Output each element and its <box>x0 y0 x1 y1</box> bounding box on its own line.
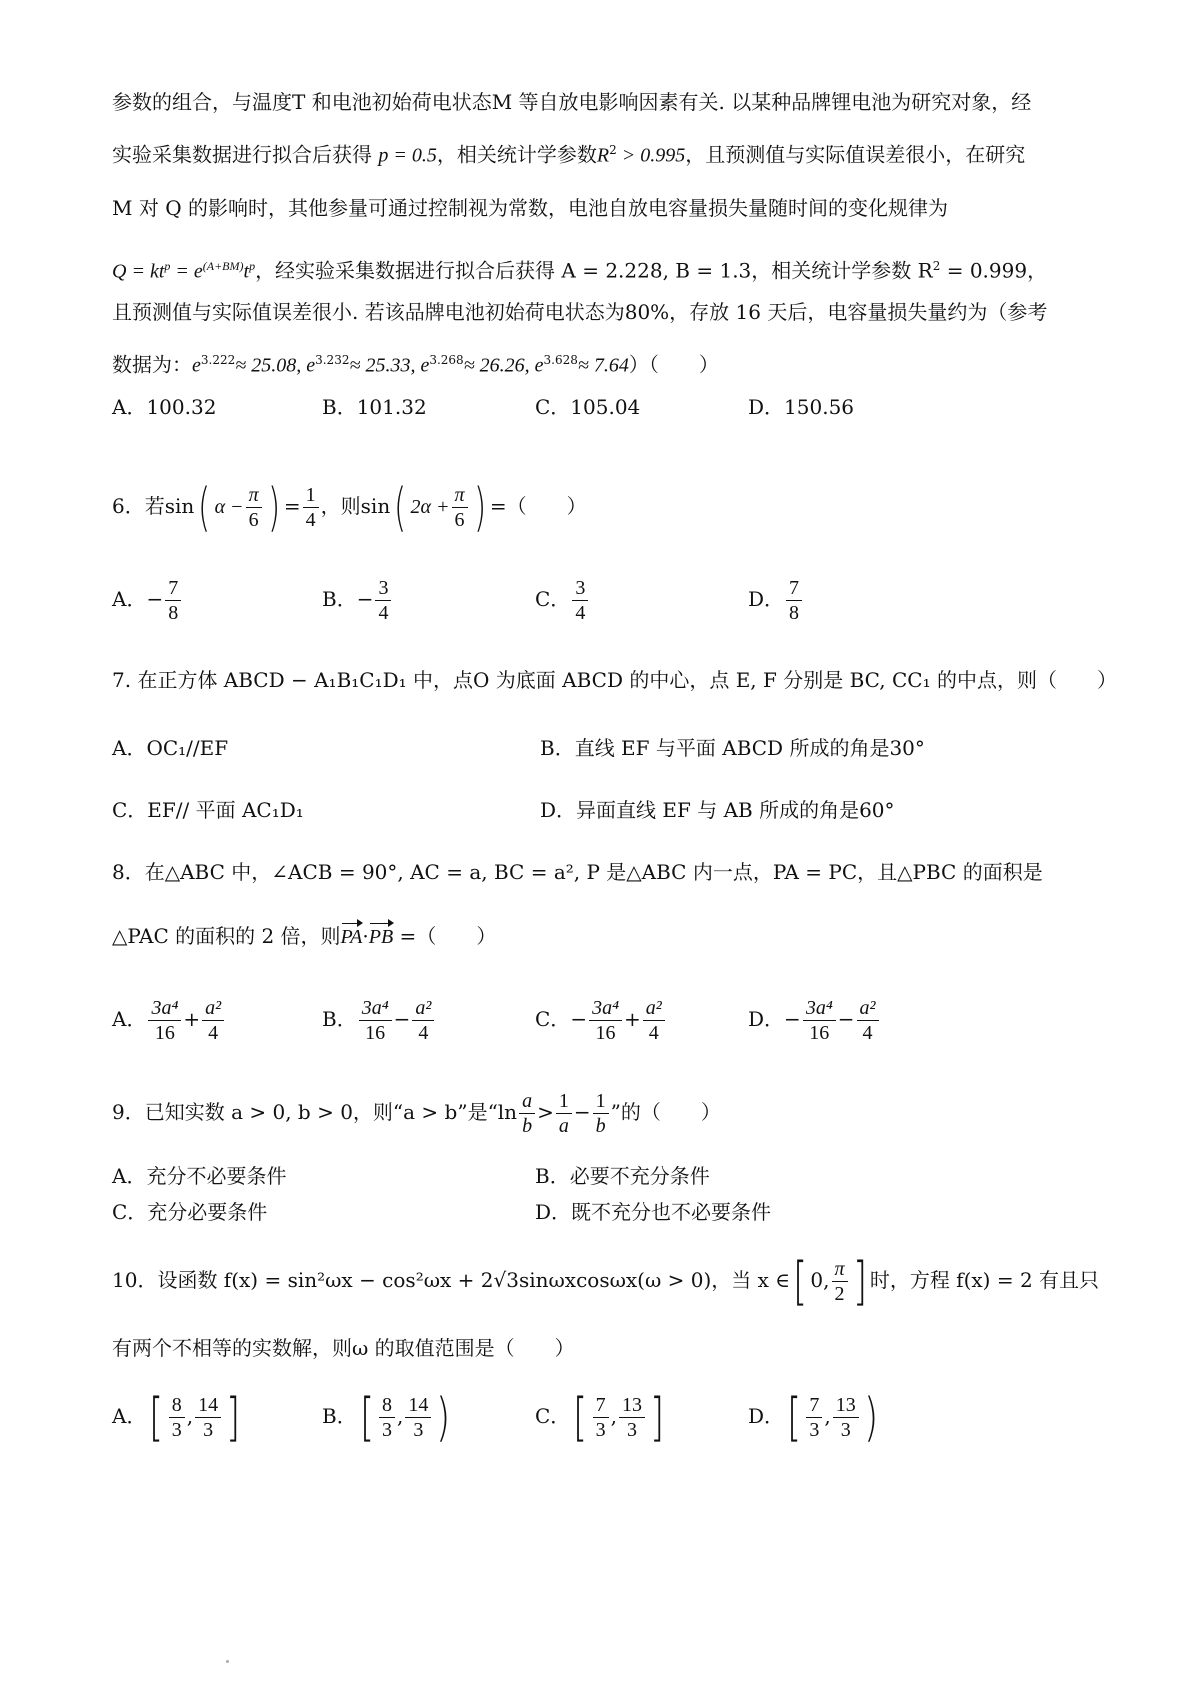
q8-d-frac1 <box>803 996 836 1045</box>
q5-l4g: ，经实验采集数据进行拟合后获得 A = 2.228, B = 1.3，相关统计学参数 R <box>255 258 933 283</box>
q5-l6b: e <box>192 354 201 377</box>
q6-frac14-num: 1 <box>303 483 319 508</box>
q5-l4c: = e <box>170 260 203 283</box>
q5-line-1: 参数的组合，与温度T 和电池初始荷电状态M 等自放电影响因素有关. 以某种品牌锂电池为研究对象，经 <box>112 90 1032 114</box>
q8-b-n1: 3a⁴ <box>359 996 392 1021</box>
q10-c-d2: 3 <box>626 1419 637 1441</box>
q10-c-d1: 3 <box>595 1419 606 1441</box>
q10-frac-pi2 <box>832 1257 848 1306</box>
q5-l2e: 2 <box>609 143 617 157</box>
q9-stem <box>112 1084 1102 1140</box>
q10-b-lb: [ <box>359 1387 374 1448</box>
q5-option-c[interactable]: C．105.04 <box>535 395 641 419</box>
q8-c-sign: − <box>570 1007 588 1031</box>
q10-d-lb: [ <box>787 1387 802 1448</box>
q5-l6i: 3.628 <box>543 353 578 367</box>
q6-paren-close-1: ) <box>267 477 280 538</box>
q5-l4f: p <box>249 259 256 273</box>
q5-option-b[interactable]: B．101.32 <box>322 395 427 419</box>
q10-option-d[interactable]: D．[ $\frac{7}{3}$ , $\frac{13}{3}$ ) <box>748 1387 878 1448</box>
q10-d-rb: ) <box>863 1387 878 1448</box>
q7-option-b[interactable]: B．直线 EF 与平面 ABCD 所成的角是30° <box>540 736 925 760</box>
q8-c-frac1 <box>589 996 622 1045</box>
q6-paren-open-2: ( <box>394 477 407 538</box>
q6-stem-b: α − <box>214 496 244 518</box>
q9-stem-b: ”的（ ） <box>610 1100 721 1124</box>
q10-a-d1: 3 <box>171 1419 182 1441</box>
q6-frac-14 <box>303 483 319 532</box>
q8-vector-pb: PB <box>369 923 393 951</box>
q10-a-lb: [ <box>149 1387 164 1448</box>
q6-option-c[interactable] <box>535 576 590 625</box>
q10-a-rb: ] <box>226 1387 241 1448</box>
q6-c-label: C． <box>535 587 571 611</box>
q5-l6a: 数据为： <box>112 352 192 377</box>
q6-d-num: 7 <box>786 576 802 601</box>
q6-a-sign: − <box>146 587 164 611</box>
q10-d-d2: 3 <box>840 1419 851 1441</box>
q6-frac-pi6-2 <box>452 483 468 532</box>
q7-option-c[interactable]: C．EF// 平面 AC₁D₁ <box>112 798 304 822</box>
q10-d-frac1 <box>806 1393 822 1442</box>
q5-l2f: > 0.995 <box>616 144 686 167</box>
q8-a-op: + <box>183 1007 201 1031</box>
q5-l4e: t <box>243 260 250 283</box>
page-speck <box>226 1660 229 1663</box>
q8-d-n1: 3a⁴ <box>803 996 836 1021</box>
q10-c-n1: 7 <box>593 1393 609 1418</box>
q8-c-frac2 <box>643 996 665 1045</box>
q10-b-d1: 3 <box>382 1419 392 1441</box>
q10-a-frac1 <box>169 1393 185 1442</box>
q5-l2b: p = 0.5 <box>378 144 437 167</box>
q10-b-n2: 14 <box>405 1393 431 1418</box>
q6-frac2-den: 6 <box>454 509 465 531</box>
q6-stem-h: ，则sin <box>320 494 391 518</box>
q6-b-label: B． <box>322 587 357 611</box>
q6-a-frac <box>165 576 181 625</box>
q5-l4h: 2 <box>932 259 941 273</box>
q6-d-frac <box>786 576 802 625</box>
q8-c-label: C． <box>535 1007 571 1031</box>
q10-int-den: 2 <box>834 1283 845 1305</box>
q10-d-n1: 7 <box>806 1393 822 1418</box>
q6-option-a[interactable] <box>112 576 183 625</box>
q6-a-label: A． <box>112 587 147 611</box>
q10-b-d2: 3 <box>413 1419 424 1441</box>
q6-b-num: 3 <box>375 576 391 601</box>
q6-stem-e: = <box>283 494 301 518</box>
q6-frac-pi6-1 <box>246 483 262 532</box>
q10-c-frac1 <box>593 1393 609 1442</box>
q8-a-d1: 16 <box>154 1022 175 1044</box>
q5-l6c: 3.222 <box>200 353 236 367</box>
q10-a-label: A． <box>112 1404 147 1428</box>
q6-stem-a: 6．若sin <box>112 494 195 518</box>
q5-line-5: 且预测值与实际值误差很小. 若该品牌电池初始荷电状态为80%，存放 16 天后，电容量损失量约为（参考 <box>112 300 1048 324</box>
q8-c-n1: 3a⁴ <box>589 996 622 1021</box>
q6-b-sign: − <box>356 587 374 611</box>
q10-option-b[interactable]: B．[ $\frac{8}{3}$ , $\frac{14}{3}$ ) <box>322 1387 451 1448</box>
q10-option-a[interactable]: A．[ $\frac{8}{3}$ , $\frac{14}{3}$ ] <box>112 1387 241 1448</box>
q8-l2b: =（ ） <box>393 924 497 948</box>
q8-a-n2: a² <box>202 996 224 1021</box>
q10-d-n2: 13 <box>833 1393 859 1418</box>
q6-frac-num: π <box>246 483 262 508</box>
q5-l6j: ≈ 7.64 <box>577 354 629 377</box>
q8-b-frac1 <box>359 996 392 1045</box>
q10-c-n2: 13 <box>619 1393 645 1418</box>
q8-c-op: + <box>624 1007 641 1031</box>
q10-c-label: C． <box>535 1404 571 1428</box>
q8-a-frac1 <box>148 996 181 1045</box>
q10-a-d2: 3 <box>203 1419 214 1441</box>
q8-b-d1: 16 <box>365 1022 386 1044</box>
q5-line-3: M 对 Q 的影响时，其他参量可通过控制视为常数，电池自放电容量损失量随时间的变化规律为 <box>112 196 948 220</box>
q8-option-c[interactable] <box>535 996 667 1045</box>
q10-b-n1: 8 <box>379 1393 395 1418</box>
q10-b-frac2 <box>405 1393 431 1442</box>
q9-minus: − <box>573 1100 591 1124</box>
q8-d-d2: 4 <box>862 1022 873 1044</box>
q8-a-d2: 4 <box>208 1022 219 1044</box>
q6-paren-open-1: ( <box>198 477 211 538</box>
q8-b-frac2 <box>412 996 434 1045</box>
q8-b-n2: a² <box>412 996 434 1021</box>
q10-a-frac2 <box>195 1393 221 1442</box>
q10-int-a: 0, <box>810 1268 830 1292</box>
q6-stem-l: =（ ） <box>489 494 587 518</box>
q9-frac-ab <box>519 1089 535 1138</box>
q10-b-rb: ) <box>436 1387 451 1448</box>
q6-paren-close-2: ) <box>473 477 486 538</box>
q6-c-num: 3 <box>572 576 588 601</box>
q10-line-1 <box>112 1251 1102 1312</box>
q5-l6k: ）（ ） <box>628 352 719 377</box>
q9-option-c[interactable]: C．充分必要条件 <box>112 1200 268 1224</box>
q6-d-label: D． <box>748 587 785 611</box>
q5-l2a: 实验采集数据进行拟合后获得 <box>112 142 379 167</box>
q5-line-2 <box>112 136 1102 170</box>
q10-a-n1: 8 <box>169 1393 185 1418</box>
q5-l2d: R <box>596 144 610 167</box>
q6-stem-i: 2α + <box>410 496 450 518</box>
q10-d-label: D． <box>748 1404 785 1428</box>
q8-b-d2: 4 <box>418 1022 429 1044</box>
q8-d-label: D． <box>748 1007 785 1031</box>
q10-int-num: π <box>832 1257 848 1282</box>
q5-l6h: ≈ 26.26, e <box>463 354 544 377</box>
q9-frac-1b <box>593 1089 609 1138</box>
q10-line-2: 有两个不相等的实数解，则ω 的取值范围是（ ） <box>112 1336 575 1360</box>
q9-fb-num: 1 <box>556 1089 572 1114</box>
q8-a-n1: 3a⁴ <box>148 996 181 1021</box>
q8-c-d2: 4 <box>648 1022 659 1044</box>
q10-b-label: B． <box>322 1404 357 1428</box>
q10-bracket-open: [ <box>793 1251 808 1312</box>
q6-c-frac <box>572 576 588 625</box>
q5-option-a[interactable]: A．100.32 <box>112 395 217 419</box>
q6-a-den: 8 <box>168 602 179 624</box>
q7-option-a[interactable]: A．OC₁//EF <box>112 736 229 760</box>
q5-l6e: 3.232 <box>315 353 350 367</box>
q5-l2c: ，相关统计学参数 <box>436 142 597 167</box>
q9-stem-a: 9．已知实数 a > 0, b > 0，则“a > b”是“ln <box>112 1100 518 1124</box>
q5-l2g: ，且预测值与实际值误差很小，在研究 <box>685 142 1026 167</box>
q6-option-b[interactable] <box>322 576 393 625</box>
q6-b-den: 4 <box>378 602 389 624</box>
q7-option-d[interactable]: D．异面直线 EF 与 AB 所成的角是60° <box>540 798 895 822</box>
q10-b-frac1 <box>379 1393 395 1442</box>
q8-c-n2: a² <box>643 996 665 1021</box>
q8-c-d1: 16 <box>595 1022 616 1044</box>
q8-line-2 <box>112 922 1102 951</box>
q10-l1b: 时，方程 f(x) = 2 有且只 <box>869 1268 1100 1292</box>
q6-stem <box>112 477 1102 538</box>
q9-option-b[interactable]: B．必要不充分条件 <box>535 1164 710 1188</box>
q5-l4i: = 0.999， <box>940 258 1048 283</box>
q8-d-d1: 16 <box>809 1022 830 1044</box>
q9-fb-den: a <box>558 1115 569 1137</box>
q10-d-frac2 <box>833 1393 859 1442</box>
q8-option-d[interactable] <box>748 996 881 1045</box>
q8-b-op: − <box>393 1007 411 1031</box>
q8-d-frac2 <box>857 996 879 1045</box>
q8-d-sign: − <box>784 1007 801 1031</box>
q5-l6f: ≈ 25.33, e <box>349 354 430 377</box>
q9-fa-num: a <box>519 1089 535 1114</box>
q8-d-op: − <box>837 1007 855 1031</box>
q8-option-b[interactable] <box>322 996 436 1045</box>
q5-l4d: (A+BM) <box>202 259 244 273</box>
q9-option-a[interactable]: A．充分不必要条件 <box>112 1164 287 1188</box>
q5-line-4 <box>112 252 1102 286</box>
q9-option-d[interactable]: D．既不充分也不必要条件 <box>535 1200 772 1224</box>
q8-d-n2: a² <box>857 996 879 1021</box>
q8-line-1: 8．在△ABC 中，∠ACB = 90°, AC = a, BC = a², P 是△ABC 内一点，PA = PC，且△PBC 的面积是 <box>112 860 1043 884</box>
q5-option-d[interactable]: D．150.56 <box>748 395 855 419</box>
q6-b-frac <box>375 576 391 625</box>
q10-d-d1: 3 <box>809 1419 820 1441</box>
q6-frac14-den: 4 <box>305 509 316 531</box>
q9-fc-num: 1 <box>593 1089 609 1114</box>
q8-l2a: △PAC 的面积的 2 倍，则 <box>112 924 341 948</box>
q6-a-num: 7 <box>165 576 181 601</box>
q10-c-rb: ] <box>650 1387 665 1448</box>
q8-a-label: A． <box>112 1007 147 1031</box>
q8-a-frac2 <box>202 996 224 1045</box>
q6-option-d[interactable] <box>748 576 804 625</box>
q10-l1a: 10．设函数 f(x) = sin²ωx − cos²ωx + 2√3sinωxcosωx(ω > 0)，当 x ∈ <box>112 1268 791 1292</box>
q6-d-den: 8 <box>789 602 800 624</box>
q9-fa-den: b <box>522 1115 533 1137</box>
q8-option-a[interactable] <box>112 996 226 1045</box>
q10-bracket-close: ] <box>852 1251 867 1312</box>
q10-c-frac2 <box>619 1393 645 1442</box>
q9-fc-den: b <box>595 1115 606 1137</box>
q5-line-6 <box>112 346 1102 380</box>
q8-vector-pa: PA <box>341 923 363 951</box>
q7-stem: 7. 在正方体 ABCD − A₁B₁C₁D₁ 中，点O 为底面 ABCD 的中心，点 E, F 分别是 BC, CC₁ 的中点，则（ ） <box>112 668 1117 692</box>
q5-l4a: Q = kt <box>112 260 165 283</box>
q6-c-den: 4 <box>575 602 586 624</box>
q5-l4b: p <box>164 259 171 273</box>
q10-a-n2: 14 <box>195 1393 221 1418</box>
q5-l6d: ≈ 25.08, e <box>235 354 316 377</box>
q8-dot: · <box>362 924 369 948</box>
q9-frac-1a <box>556 1089 572 1138</box>
q5-l6g: 3.268 <box>429 353 464 367</box>
q8-b-label: B． <box>322 1007 357 1031</box>
q9-gt: > <box>537 1100 554 1124</box>
q6-frac-den: 6 <box>248 509 259 531</box>
q10-c-lb: [ <box>573 1387 588 1448</box>
q6-frac2-num: π <box>452 483 468 508</box>
q10-option-c[interactable]: C．[ $\frac{7}{3}$ , $\frac{13}{3}$ ] <box>535 1387 665 1448</box>
